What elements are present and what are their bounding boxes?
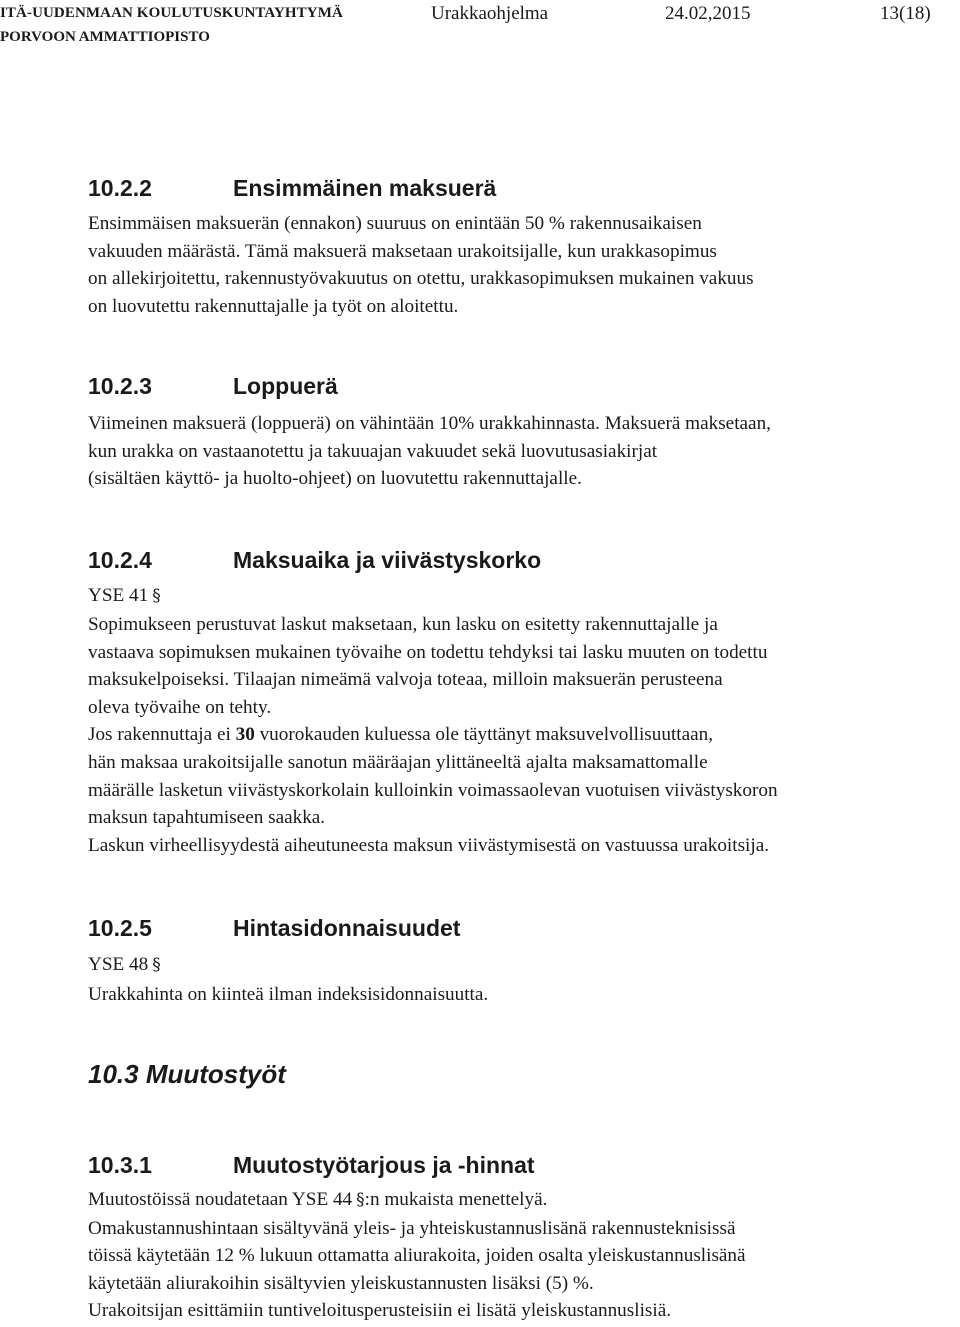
text-line: vastaava sopimuksen mukainen työvaihe on todettu tehdyksi tai lasku muuten on todettu — [88, 641, 768, 663]
paragraph-10-3-1 — [88, 1186, 746, 1325]
section-number: 10.3.1 — [88, 1152, 152, 1178]
section-number: 10.2.3 — [88, 373, 152, 399]
section-number: 10.2.2 — [88, 175, 152, 201]
text-line — [88, 1186, 746, 1215]
text-line: kun urakka on vastaanotettu ja takuuajan vakuudet sekä luovutusasiakirjat — [88, 440, 658, 462]
heading-10-2-5 — [88, 914, 460, 942]
text-line: Viimeinen maksuerä (loppuerä) on vähintään 10% urakkahinnasta. Maksuerä maksetaan, — [88, 413, 771, 434]
document-date: 24.02,2015 — [665, 3, 751, 24]
text-line: Ensimmäisen maksuerän (ennakon) suuruus on enintään 50 % rakennusaikaisen — [88, 213, 702, 234]
reference-yse-48 — [88, 951, 161, 980]
section-title: Hintasidonnaisuudet — [233, 915, 461, 941]
text-line: Sopimukseen perustuvat laskut maksetaan, kun lasku on esitetty rakennuttajalle ja — [88, 614, 718, 635]
text-line: käytetään aliurakoihin sisältyvien yleiskustannusten lisäksi (5) %. — [88, 1272, 594, 1294]
text-line: on allekirjoitettu, rakennustyövakuutus on otettu, urakkasopimuksen mukainen vakuus — [88, 268, 754, 290]
text-line: Laskun virheellisyydestä aiheutuneesta maksun viivästymisestä on vastuussa urakoitsija. — [88, 834, 770, 856]
text-line: hän maksaa urakoitsijalle sanotun määräajan ylittäneeltä ajalta maksamattomalle — [88, 751, 708, 773]
text-line — [88, 721, 778, 749]
section-title: Muutostyötarjous ja -hinnat — [233, 1152, 535, 1178]
text-line: vakuuden määrästä. Tämä maksuerä maksetaan urakoitsijalle, kun urakkasopimus — [88, 240, 717, 262]
text-line: määrälle lasketun viivästyskorkolain kulloinkin voimassaolevan vuotuisen viivästyskoron — [88, 779, 778, 801]
heading-10-2-2 — [88, 174, 496, 202]
text-line: Omakustannushintaan sisältyvänä yleis- ja yhteiskustannuslisänä rakennusteknisissä — [88, 1217, 736, 1239]
text-line: (sisältäen käyttö- ja huolto-ohjeet) on luovutettu rakennuttajalle. — [88, 468, 582, 490]
text-line: maksukelpoiseksi. Tilaajan nimeämä valvoja toteaa, milloin maksuerän perusteena — [88, 669, 723, 691]
section-sign-icon: § — [356, 1190, 365, 1210]
text-line: Urakkahinta on kiinteä ilman indeksisidonnaisuutta. — [88, 984, 489, 1005]
text-line: on luovutettu rakennuttajalle ja työt on aloitettu. — [88, 295, 459, 317]
text-fragment: :n mukaista menettelyä. — [364, 1189, 548, 1210]
text-line: oleva työvaihe on tehty. — [88, 696, 272, 718]
section-number: 10.2.4 — [88, 547, 152, 573]
text-line: maksun tapahtumiseen saakka. — [88, 807, 326, 829]
heading-10-2-4 — [88, 546, 541, 574]
organization-name: ITÄ-UUDENMAAN KOULUTUSKUNTAYHTYMÄ — [0, 5, 343, 21]
page-number: 13(18) — [880, 3, 931, 24]
paragraph-10-2-2 — [88, 210, 754, 320]
paragraph-10-2-3 — [88, 410, 771, 493]
reference-label: YSE 41 — [88, 585, 149, 606]
section-title: Maksuaika ja viivästyskorko — [233, 547, 542, 573]
section-title: Muutostyöt — [145, 1059, 286, 1089]
heading-10-3 — [88, 1058, 286, 1090]
emphasized-days: 30 — [235, 724, 255, 746]
paragraph-10-2-5 — [88, 981, 488, 1009]
section-title: Loppuerä — [233, 373, 338, 399]
institution-name: PORVOON AMMATTIOPISTO — [0, 29, 210, 45]
paragraph-10-2-4 — [88, 611, 778, 859]
heading-10-2-3 — [88, 372, 338, 400]
document-title: Urakkaohjelma — [431, 3, 549, 24]
page-header — [0, 4, 960, 44]
heading-10-3-1 — [88, 1151, 535, 1179]
text-line: Urakoitsijan esittämiin tuntiveloitusperusteisiin ei lisätä yleiskustannuslisiä. — [88, 1300, 672, 1322]
section-sign-icon: § — [152, 955, 161, 975]
reference-label: YSE 48 — [88, 954, 149, 975]
text-fragment: Jos rakennuttaja ei — [88, 724, 236, 746]
text-fragment: vuorokauden kuluessa ole täyttänyt maksuvelvollisuuttaan, — [254, 724, 714, 746]
section-title: Ensimmäinen maksuerä — [233, 175, 497, 201]
reference-yse-41 — [88, 582, 161, 611]
section-sign-icon: § — [152, 586, 161, 606]
text-line: töissä käytetään 12 % lukuun ottamatta aliurakoita, joiden osalta yleiskustannuslisänä — [88, 1245, 746, 1267]
text-fragment: Muutostöissä noudatetaan YSE 44 — [88, 1189, 353, 1210]
section-number: 10.2.5 — [88, 915, 152, 941]
section-number: 10.3 — [88, 1059, 139, 1089]
